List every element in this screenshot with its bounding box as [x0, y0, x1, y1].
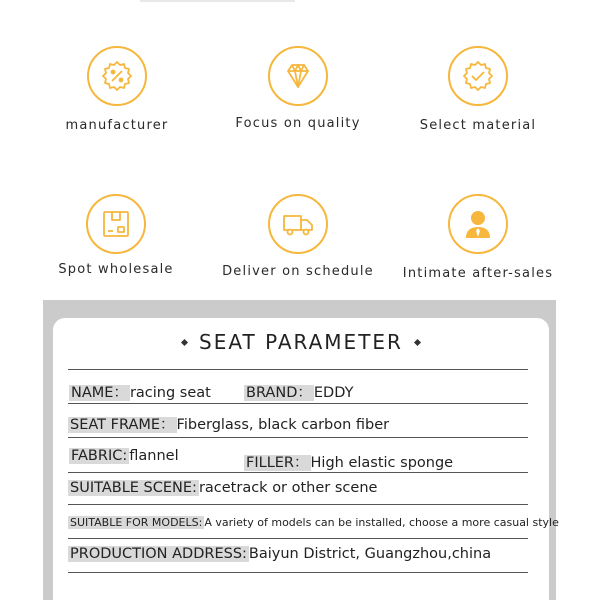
suitable-models-value: A variety of models can be installed, choose a more casual style: [204, 516, 559, 529]
support-agent-icon: [448, 194, 508, 254]
feature-spot-wholesale: [31, 194, 201, 277]
seat-frame-row: [68, 413, 389, 434]
feature-focus-on-quality: [213, 46, 383, 131]
suitable-scene-key: SUITABLE SCENE:: [70, 480, 197, 496]
seat-frame-key: SEAT FRAME：: [70, 417, 175, 433]
diamond-bullet-icon: [414, 338, 421, 345]
filler-key: FILLER：: [246, 455, 309, 471]
filler-row: [244, 451, 453, 472]
brand-value: EDDY: [313, 385, 354, 401]
divider: [68, 538, 528, 539]
feature-label: Deliver on schedule: [222, 264, 374, 279]
fabric-key: FABRIC:: [71, 448, 128, 464]
brand-key: BRAND：: [246, 385, 312, 401]
production-address-row: [68, 546, 491, 562]
suitable-scene-value: racetrack or other scene: [198, 480, 378, 496]
feature-label: manufacturer: [65, 118, 169, 133]
top-divider: [140, 0, 295, 2]
feature-label: Focus on quality: [235, 116, 361, 131]
divider: [68, 403, 528, 404]
box-icon: [86, 194, 146, 254]
filler-value: High elastic sponge: [310, 455, 454, 471]
divider: [68, 472, 528, 473]
divider: [68, 437, 528, 438]
name-value: racing seat: [129, 385, 211, 401]
truck-icon: [268, 194, 328, 254]
name-key: NAME：: [71, 385, 128, 401]
feature-select-material: [393, 46, 563, 133]
suitable-models-row: [68, 516, 559, 529]
seat-frame-value: Fiberglass, black carbon fiber: [176, 417, 390, 433]
seat-parameter-title: SEAT PARAMETER: [53, 330, 549, 354]
brand-row: [244, 381, 353, 402]
feature-label: Intimate after-sales: [402, 266, 554, 281]
divider: [68, 504, 528, 505]
feature-label: Spot wholesale: [58, 262, 174, 277]
diamond-bullet-icon: [181, 338, 188, 345]
feature-manufacturer: [32, 46, 202, 133]
badge-check-icon: [448, 46, 508, 106]
feature-label: Select material: [419, 118, 537, 133]
production-address-value: Baiyun District, Guangzhou,china: [248, 546, 492, 562]
divider: [68, 572, 528, 573]
name-row: [69, 381, 211, 402]
fabric-row: [69, 448, 179, 464]
diamond-icon: [268, 46, 328, 106]
feature-intimate-after-sales: [393, 194, 563, 281]
fabric-value: flannel: [129, 448, 179, 464]
badge-percent-icon: [87, 46, 147, 106]
suitable-models-key: SUITABLE FOR MODELS:: [70, 516, 203, 529]
suitable-scene-row: [68, 480, 377, 496]
feature-deliver-on-schedule: [213, 194, 383, 279]
divider: [68, 369, 528, 370]
production-address-key: PRODUCTION ADDRESS:: [70, 546, 247, 562]
